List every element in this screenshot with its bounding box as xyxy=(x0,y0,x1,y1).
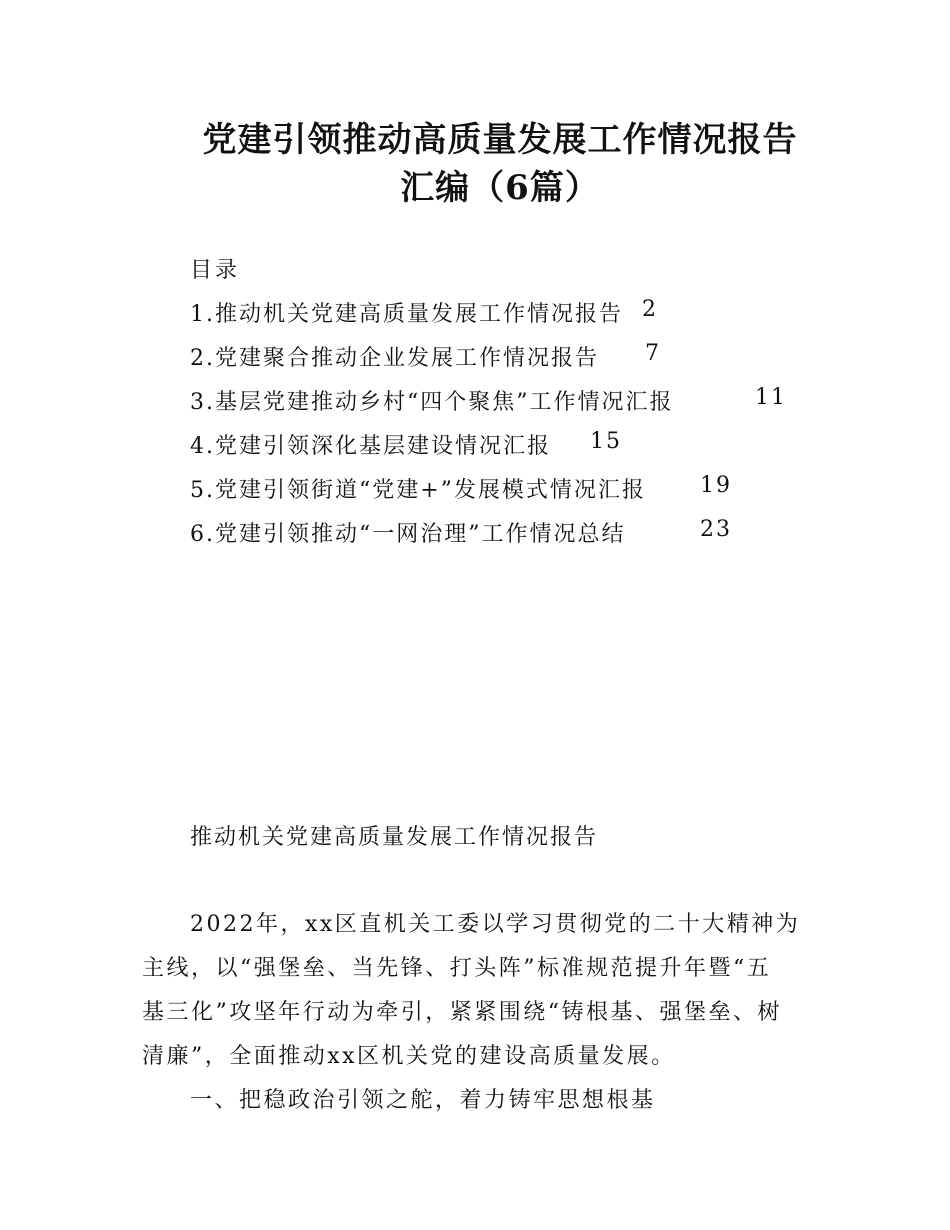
section-heading: 一、把稳政治引领之舵，着力铸牢思想根基 xyxy=(190,1088,656,1113)
toc-item-page: 23 xyxy=(700,517,732,542)
toc-item-label: 6.党建引领推动“一网治理”工作情况总结 xyxy=(190,522,626,547)
toc-item-page: 11 xyxy=(755,385,787,410)
toc-item-5[interactable] xyxy=(190,473,732,504)
toc-heading: 目录 xyxy=(190,258,241,283)
toc-item-label: 2.党建聚合推动企业发展工作情况报告 xyxy=(190,346,599,371)
toc-item-label: 5.党建引领街道“党建+”发展模式情况汇报 xyxy=(190,478,646,503)
body-paragraph-line: 基三化”攻坚年行动为牵引，紧紧围绕“铸根基、强堡垒、树 xyxy=(142,1000,782,1025)
toc-item-page: 19 xyxy=(700,473,732,498)
toc-item-label: 4.党建引领深化基层建设情况汇报 xyxy=(190,434,551,459)
toc-item-page: 2 xyxy=(642,297,658,322)
toc-item-label: 3.基层党建推动乡村“四个聚焦”工作情况汇报 xyxy=(190,390,674,415)
toc-item-6[interactable] xyxy=(190,517,732,548)
toc-item-2[interactable] xyxy=(190,341,661,372)
toc-item-3[interactable] xyxy=(190,385,787,416)
document-title-line-2: 汇编（6篇） xyxy=(400,168,600,208)
toc-item-1[interactable] xyxy=(190,297,658,328)
body-paragraph-line: 2022年，xx区直机关工委以学习贯彻党的二十大精神为 xyxy=(190,912,801,937)
body-paragraph-line: 清廉”，全面推动xx区机关党的建设高质量发展。 xyxy=(142,1044,676,1069)
body-paragraph-line: 主线，以“强堡垒、当先锋、打头阵”标准规范提升年暨“五 xyxy=(142,956,772,981)
toc-item-label: 1.推动机关党建高质量发展工作情况报告 xyxy=(190,302,623,327)
toc-item-4[interactable] xyxy=(190,429,622,460)
toc-item-page: 7 xyxy=(645,341,661,366)
document-title-line-1: 党建引领推动高质量发展工作情况报告 xyxy=(202,120,798,160)
toc-item-page: 15 xyxy=(590,429,622,454)
article-title: 推动机关党建高质量发展工作情况报告 xyxy=(190,825,599,850)
